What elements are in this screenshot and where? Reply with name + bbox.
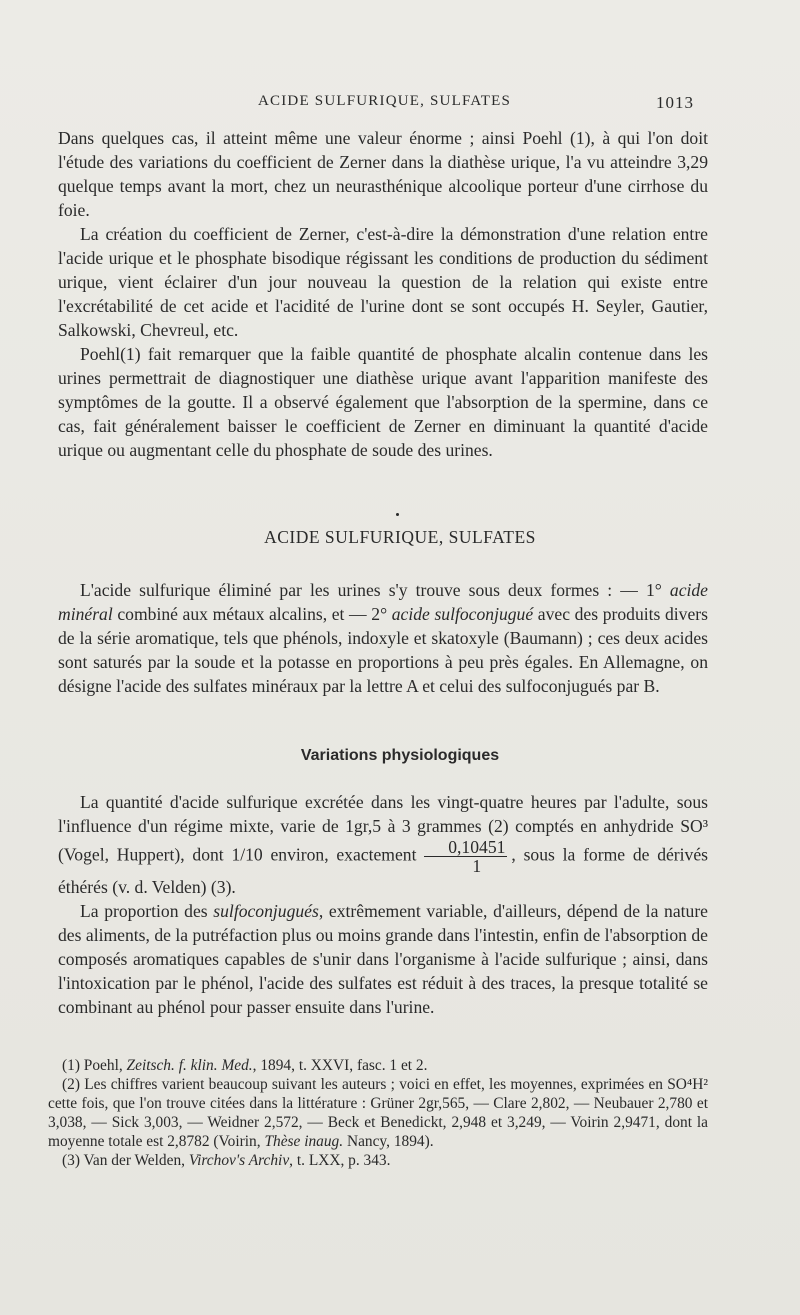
paragraph: Dans quelques cas, il atteint même une valeur énorme ; ainsi Poehl (1), à qui l'on doit l'étude des variations du coefficient de Zerner dans la diathèse urique, l'a vu atteindre 3,29 quelque temps avant la mort, chez un neurasthénique alcoolique porteur d'une cirrhose du foie. (58, 128, 708, 220)
text-run: , 1894, t. XXVI, fasc. 1 et 2. (252, 1057, 428, 1074)
footnote (48, 1151, 708, 1170)
text-run: , t. LXX, p. 343. (289, 1152, 391, 1169)
emphasis: Zeitsch. f. klin. Med. (126, 1057, 253, 1074)
text-run: , sous la forme de dérivés éthérés (v. d. Velden) (3). (58, 844, 708, 897)
print-mark (396, 513, 399, 516)
footnote (48, 1075, 708, 1151)
running-head: ACIDE SULFURIQUE, SULFATES (258, 93, 512, 109)
text-run: combiné aux métaux alcalins, et — 2° (112, 604, 392, 624)
emphasis: acide minéral (58, 580, 708, 624)
subsection-title: Variations physiologiques (300, 747, 500, 764)
section-title: ACIDE SULFURIQUE, SULFATES (264, 527, 536, 547)
text-run: (3) Van der Welden, (62, 1152, 189, 1169)
text-run: , extrêmement variable, d'ailleurs, dépend de la nature des aliments, de la putréfaction plus ou moins grande dans l'intestin, enfin de l'absorption de composés aromatiques capables de s'unir dans l'organisme à l'acide sulfurique ; ainsi, dans l'intoxication par le phénol, l'acide des sulfates est réduit à des traces, la presque totalité se combinant au phénol pour passer ensuite dans l'urine. (58, 901, 708, 1017)
text-run: La proportion des (80, 901, 214, 921)
text-run: avec des produits divers de la série aromatique, tels que phénols, indoxyle et skatoxyle (Baumann) ; ces deux acides sont saturés par la soude et la potasse en proportions à peu près égales. En Allemagne, on désigne l'acide des sulfates minéraux par la lettre A et celui des sulfoconjugués par B. (58, 604, 708, 696)
footnote (48, 1056, 708, 1075)
footnotes (48, 1056, 708, 1170)
paragraph (58, 790, 708, 899)
text-block-continuation (58, 126, 708, 462)
paragraph: Poehl(1) fait remarquer que la faible quantité de phosphate alcalin contenue dans les urines permettrait de diagnostiquer une diathèse urique avant l'apparition manifeste des symptômes de la goutte. Il a observé également que l'absorption de la spermine, dans ce cas, fait généralement baisser le coefficient de Zerner en diminuant la quantité d'acide urique ou augmentant celle du phosphate de soude des urines. (58, 344, 708, 460)
paragraph (58, 899, 708, 1019)
emphasis: Thèse inaug. (264, 1133, 344, 1150)
fraction-denominator: 1 (472, 856, 482, 876)
text-run: La quantité d'acide sulfurique excrétée dans les vingt-quatre heures par l'adulte, sous l'influence d'un régime mixte, varie de 1gr,5 à 3 grammes (2) comptés en anhydride SO³ (Vogel, Huppert), dont 1/10 environ, exactement (58, 792, 708, 865)
text-run: (2) Les chiffres varient beaucoup suivant les auteurs ; voici en effet, les moyennes, exprimées en SO⁴H² cette fois, que l'on trouve citées dans la littérature : Grüner 2gr,565, — Clare 2,802, — Neubauer 2,780 et 3,038, — Sick 3,003, — Weidner 2,572, — Beck et Benedickt, 2,948 et 3,249, — Voirin 2,9471, dont la moyenne totale est 2,8782 (Voirin, (48, 1076, 708, 1150)
paragraph (58, 578, 708, 698)
text-run: L'acide sulfurique éliminé par les urines s'y trouve sous deux formes : — 1° (80, 580, 670, 600)
emphasis: acide sulfoconjugué (391, 604, 534, 624)
fraction-numerator: 0,10451 (424, 838, 507, 857)
fraction (424, 838, 507, 875)
emphasis: sulfoconjugués (213, 901, 319, 921)
text-block-variations (58, 790, 708, 1019)
text-run: Nancy, 1894). (343, 1133, 434, 1150)
page-number: 1013 (656, 93, 694, 112)
paragraph: La création du coefficient de Zerner, c'est-à-dire la démonstration d'une relation entre l'acide urique et le phosphate bisodique régissant les conditions de production du sédiment urique, vient éclairer d'un jour nouveau la question de la relation qui existe entre l'excrétabilité de cet acide et l'acidité de l'urine dont se sont occupés H. Seyler, Gautier, Salkowski, Chevreul, etc. (58, 224, 708, 340)
emphasis: Virchov's Archiv (188, 1152, 290, 1169)
text-run: (1) Poehl, (62, 1057, 127, 1074)
text-block-intro (58, 578, 708, 698)
